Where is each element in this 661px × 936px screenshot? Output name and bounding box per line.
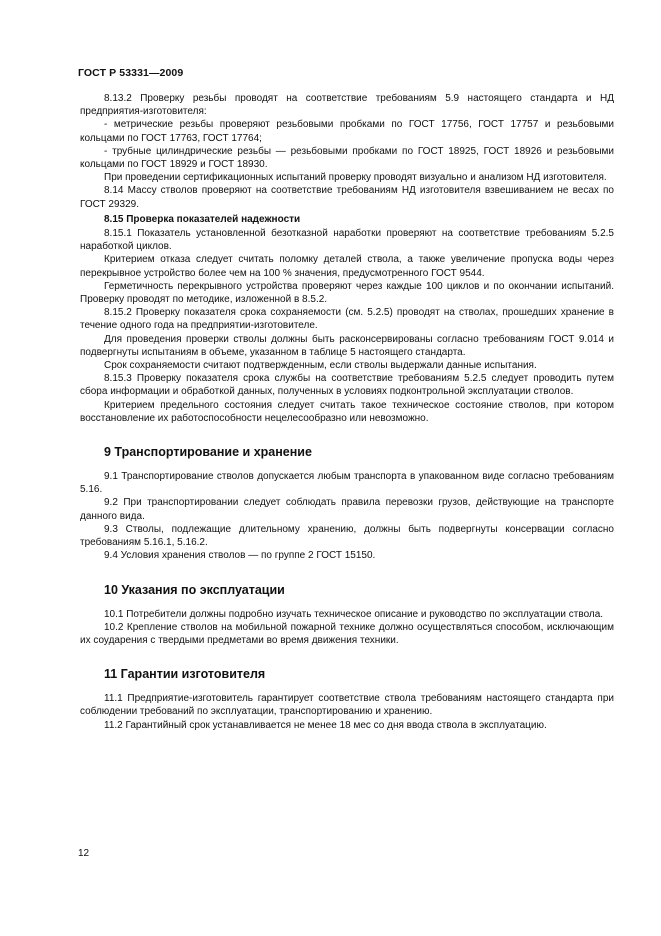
section-10-title: 10 Указания по эксплуатации bbox=[104, 582, 285, 597]
paragraph-metric-threads: - метрические резьбы проверяют резьбовыми пробками по ГОСТ 17756, ГОСТ 17757 и резьбовыми кольцами по ГОСТ 17763, ГОСТ 17764; bbox=[80, 119, 614, 144]
section-9 bbox=[80, 470, 614, 562]
paragraph-11-2: 11.2 Гарантийный срок устанавливается не менее 18 мес со дня ввода ствола в эксплуатацию. bbox=[104, 719, 547, 731]
paragraph-10-2: 10.2 Крепление стволов на мобильной пожарной технике должно осуществляться способом, исключающим их соударения с твердыми предметами во время движения техники. bbox=[80, 621, 614, 646]
paragraph-11-1: 11.1 Предприятие-изготовитель гарантирует соответствие ствола требованиям настоящего стандарта при соблюдении требований по эксплуатации, транспортированию и хранению. bbox=[80, 693, 614, 718]
paragraph-9-1: 9.1 Транспортирование стволов допускается любым транспорта в упакованном виде согласно требованиям 5.16. bbox=[80, 471, 614, 496]
paragraph-9-2: 9.2 При транспортировании следует соблюдать правила перевозки грузов, действующие на транспорте данного вида. bbox=[80, 497, 614, 522]
document-body bbox=[80, 92, 614, 732]
paragraph-tightness: Герметичность перекрывного устройства проверяют через каждые 100 циклов и по окончании испытаний. Проверку проводят по методике, изложенной в 8.5.2. bbox=[80, 280, 614, 306]
section-8-continued bbox=[80, 92, 614, 425]
paragraph-reconservation: Для проведения проверки стволы должны быть расконсервированы согласно требованиям ГОСТ 9.014 и подвергнуты испытаниям в объеме, указанном в таблице 5 настоящего стандарта. bbox=[80, 333, 614, 358]
paragraph-9-3: 9.3 Стволы, подлежащие длительному хранению, должны быть подвергнуты консервации согласно требованиям 5.16.1, 5.16.2. bbox=[80, 523, 614, 549]
section-10 bbox=[80, 608, 614, 648]
paragraph-failure-criterion: Критерием отказа следует считать поломку деталей ствола, а также увеличение пропуска воды через перекрывное устройство более чем на 100 % значения, предусмотренного ГОСТ 9544. bbox=[80, 254, 614, 279]
paragraph-8-14: 8.14 Массу стволов проверяют на соответствие требованиям НД изготовителя взвешиванием не весах по ГОСТ 29329. bbox=[80, 185, 614, 210]
paragraph-8-15-2: 8.15.2 Проверку показателя срока сохраняемости (см. 5.2.5) проводят на стволах, прошедших хранение в течение одного года на предприятии-изготовителе. bbox=[80, 307, 614, 332]
heading-8-15: 8.15 Проверка показателей надежности bbox=[104, 213, 301, 225]
paragraph-certification: При проведении сертификационных испытаний проверку проводят визуально и анализом НД изготовителя. bbox=[104, 172, 607, 184]
paragraph-9-4: 9.4 Условия хранения стволов — по группе 2 ГОСТ 15150. bbox=[104, 550, 376, 562]
paragraph-8-15-3: 8.15.3 Проверку показателя срока службы на соответствие требованиям 5.2.5 следует проводить путем сбора информации и обработкой данных, полученных в условиях подконтрольной эксплуатации стволов. bbox=[80, 373, 614, 398]
paragraph-8-15-1: 8.15.1 Показатель установленной безотказной наработки проверяют на соответствие требованиям 5.2.5 наработкой циклов. bbox=[80, 228, 614, 253]
section-11 bbox=[80, 692, 614, 732]
section-11-title: 11 Гарантии изготовителя bbox=[104, 667, 266, 682]
document-header: ГОСТ Р 53331—2009 bbox=[78, 67, 184, 79]
paragraph-storage-confirmed: Срок сохраняемости считают подтвержденным, если стволы выдержали данные испытания. bbox=[104, 360, 537, 372]
page-number: 12 bbox=[78, 848, 90, 859]
paragraph-pipe-threads: - трубные цилиндрические резьбы — резьбовыми пробками по ГОСТ 18925, ГОСТ 18926 и резьбовыми кольцами по ГОСТ 18929 и ГОСТ 18930. bbox=[80, 145, 614, 171]
paragraph-limit-state: Критерием предельного состояния следует считать такое техническое состояние стволов, при котором восстановление их работоспособности нецелесообразно или невозможно. bbox=[80, 399, 614, 424]
paragraph-8-13-2: 8.13.2 Проверку резьбы проводят на соответствие требованиям 5.9 настоящего стандарта и НД предприятия-изготовителя: bbox=[80, 93, 614, 118]
section-9-title: 9 Транспортирование и хранение bbox=[104, 445, 312, 460]
paragraph-10-1: 10.1 Потребители должны подробно изучать техническое описание и руководство по эксплуатации ствола. bbox=[104, 608, 604, 620]
